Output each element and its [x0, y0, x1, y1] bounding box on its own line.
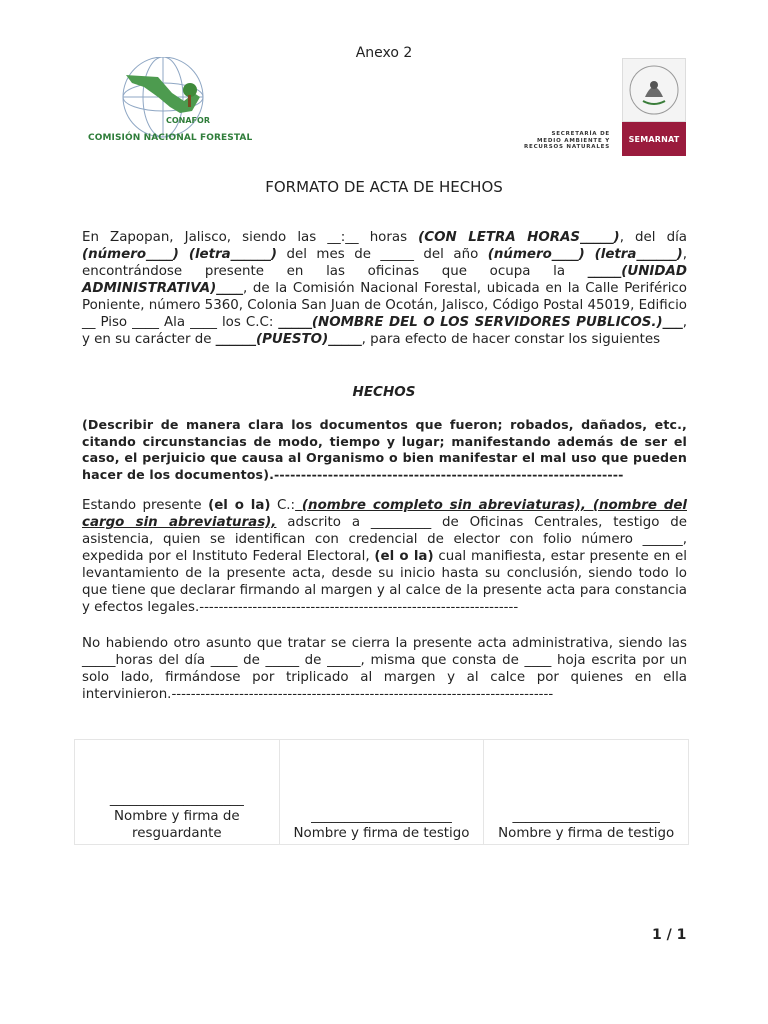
- signature-cell: [75, 740, 280, 845]
- signature-cell: [484, 740, 689, 845]
- secretaria-text: SECRETARÍA DE MEDIO AMBIENTE Y RECURSOS NATURALES: [523, 131, 610, 150]
- signature-line: ____________________: [109, 792, 244, 807]
- paragraph-closing: No habiendo otro asunto que tratar se cierra la presente acta administrativa, siendo las _____horas del día ____ de _____ de _____, misma que consta de ____ hoja escrita por un solo lado, firmándose por triplicado al margen y al calce por quienes en ella intervinieron.-------------------------------------------------------------------------------: [82, 636, 687, 702]
- signature-label: Nombre y firma de testigo: [293, 826, 470, 841]
- semarnat-label: SEMARNAT: [622, 122, 686, 156]
- conafor-name: COMISIÓN NACIONAL FORESTAL: [88, 133, 253, 143]
- signature-cell: [279, 740, 484, 845]
- signature-label: Nombre y firma de resguardante: [114, 809, 240, 841]
- signature-label: Nombre y firma de testigo: [498, 826, 675, 841]
- document-title: FORMATO DE ACTA DE HECHOS: [265, 178, 503, 196]
- conafor-word: CONAFOR: [166, 116, 210, 125]
- paragraph-intro: En Zapopan, Jalisco, siendo las __:__ horas (CON LETRA HORAS_____), del día (número____) (letra______) del mes de _____ del año (número____) (letra______), encontrándose presente en las oficinas que ocupa la _____(UNIDAD ADMINISTRATIVA)____, de la Comisión Nacional Forestal, ubicada en la Calle Periférico Poniente, número 5360, Colonia San Juan de Ocotán, Jalisco, Código Postal 45019, Edificio __ Piso ____ Ala ____ los C.C: _____(NOMBRE DEL O LOS SERVIDORES PUBLICOS.)___, y en su carácter de ______(PUESTO)_____, para efecto de hacer constar los siguientes: [82, 230, 688, 347]
- annex-label: Anexo 2: [355, 45, 413, 61]
- signature-table: [74, 739, 689, 845]
- paragraph-instructions: (Describir de manera clara los documentos que fueron; robados, dañados, etc., citando circunstancias de modo, tiempo y lugar; manifestando además de ser el caso, el perjuicio que causa al Organismo o bien manifestar el mal uso que pueden hacer de los documentos).-----------------------------------------------------------------: [82, 417, 687, 482]
- paragraph-witness: Estando presente (el o la) C.: (nombre completo sin abreviaturas), (nombre del cargo sin abreviaturas), adscrito a _________ de Oficinas Centrales, testigo de asistencia, quien se identifican con credencial de elector con folio número ______, expedida por el Instituto Federal Electoral, (el o la) cual manifiesta, estar presente en el levantamiento de la presente acta, desde su inicio hasta su conclusión, siendo todo lo que tiene que declarar firmando al margen y al calce de la presente acta para constancia y efectos legales.------------------------------------------------------------------: [82, 498, 687, 615]
- semarnat-logo: [622, 58, 686, 158]
- signature-line: ______________________: [512, 809, 660, 824]
- page-number: 1 / 1: [652, 927, 687, 943]
- eagle-seal-icon: [622, 58, 686, 122]
- signature-line: _____________________: [311, 809, 452, 824]
- section-heading-hechos: HECHOS: [352, 384, 416, 400]
